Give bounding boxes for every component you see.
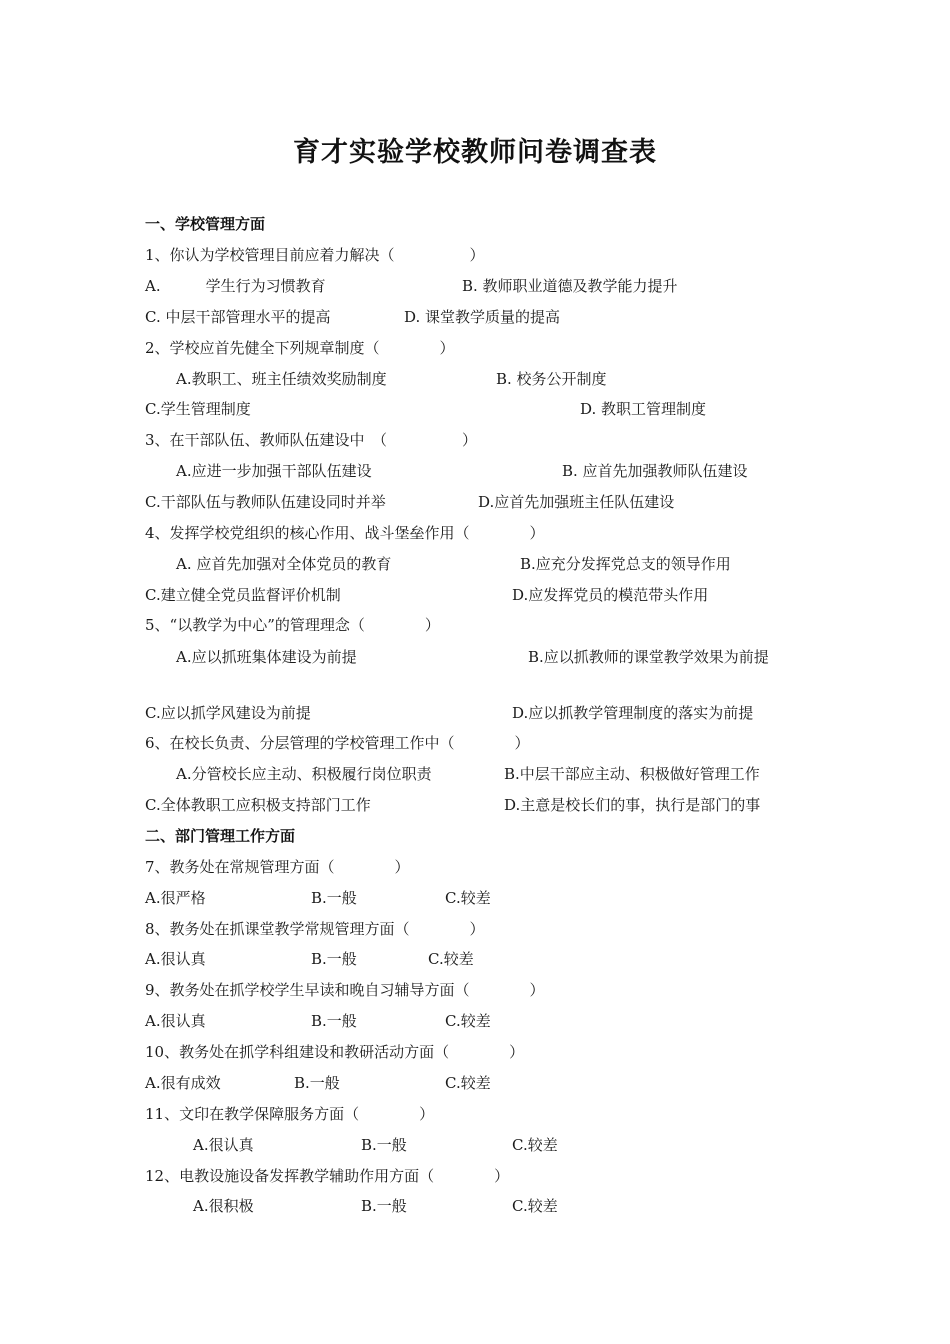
q1-option-d: D. 课堂教学质量的提高 xyxy=(404,308,561,326)
q12-option-a: A.很积极 xyxy=(193,1197,254,1215)
question-4: 4、发挥学校党组织的核心作用、战斗堡垒作用（ ） xyxy=(145,524,545,542)
question-10: 10、教务处在抓学科组建设和教研活动方面（ ） xyxy=(145,1043,525,1061)
q3-option-c: C.干部队伍与教师队伍建设同时并举 xyxy=(145,493,386,511)
q7-option-c: C.较差 xyxy=(445,889,491,907)
q8-option-c: C.较差 xyxy=(428,950,474,968)
q12-option-c: C.较差 xyxy=(512,1197,558,1215)
q8-option-b: B.一般 xyxy=(311,950,357,968)
question-7: 7、教务处在常规管理方面（ ） xyxy=(145,858,410,876)
q4-option-b: B.应充分发挥党总支的领导作用 xyxy=(520,555,731,573)
q1-option-c: C. 中层干部管理水平的提高 xyxy=(145,308,331,326)
q9-option-c: C.较差 xyxy=(445,1012,491,1030)
q6-option-a: A.分管校长应主动、积极履行岗位职责 xyxy=(176,765,432,783)
q9-option-b: B.一般 xyxy=(311,1012,357,1030)
question-9: 9、教务处在抓学校学生早读和晚自习辅导方面（ ） xyxy=(145,981,545,999)
q4-option-c: C.建立健全党员监督评价机制 xyxy=(145,586,341,604)
q3-option-b: B. 应首先加强教师队伍建设 xyxy=(562,462,748,480)
q5-option-a: A.应以抓班集体建设为前提 xyxy=(176,648,357,666)
section-heading-department-management: 二、部门管理工作方面 xyxy=(145,827,296,845)
q6-option-c: C.全体教职工应积极支持部门工作 xyxy=(145,796,371,814)
question-12: 12、电教设施设备发挥教学辅助作用方面（ ） xyxy=(145,1167,510,1185)
document-title: 育才实验学校教师问卷调查表 xyxy=(293,137,657,168)
question-1: 1、你认为学校管理目前应着力解决（ ） xyxy=(145,246,485,264)
q1-option-b: B. 教师职业道德及教学能力提升 xyxy=(462,277,678,295)
question-5: 5、“以教学为中心”的管理理念（ ） xyxy=(145,616,440,634)
q8-option-a: A.很认真 xyxy=(145,950,206,968)
q1-option-a: A. 学生行为习惯教育 xyxy=(145,277,326,295)
question-11: 11、文印在教学保障服务方面（ ） xyxy=(145,1105,435,1123)
q12-option-b: B.一般 xyxy=(361,1197,407,1215)
section-heading-school-management: 一、学校管理方面 xyxy=(145,215,266,233)
q9-option-a: A.很认真 xyxy=(145,1012,206,1030)
q7-option-a: A.很严格 xyxy=(145,889,206,907)
q5-option-d: D.应以抓教学管理制度的落实为前提 xyxy=(512,704,754,722)
q2-option-c: C.学生管理制度 xyxy=(145,400,251,418)
q5-option-c: C.应以抓学风建设为前提 xyxy=(145,704,311,722)
q10-option-a: A.很有成效 xyxy=(145,1074,221,1092)
q7-option-b: B.一般 xyxy=(311,889,357,907)
q11-option-b: B.一般 xyxy=(361,1136,407,1154)
q11-option-a: A.很认真 xyxy=(193,1136,254,1154)
q11-option-c: C.较差 xyxy=(512,1136,558,1154)
q3-option-a: A.应进一步加强干部队伍建设 xyxy=(176,462,372,480)
question-6: 6、在校长负责、分层管理的学校管理工作中（ ） xyxy=(145,734,530,752)
q4-option-a: A. 应首先加强对全体党员的教育 xyxy=(176,555,392,573)
q3-option-d: D.应首先加强班主任队伍建设 xyxy=(478,493,675,511)
q10-option-b: B.一般 xyxy=(294,1074,340,1092)
q6-option-b: B.中层干部应主动、积极做好管理工作 xyxy=(504,765,760,783)
q5-option-b: B.应以抓教师的课堂教学效果为前提 xyxy=(528,648,769,666)
question-3: 3、在干部队伍、教师队伍建设中 （ ） xyxy=(145,431,478,449)
question-2: 2、学校应首先健全下列规章制度（ ） xyxy=(145,339,455,357)
q4-option-d: D.应发挥党员的模范带头作用 xyxy=(512,586,709,604)
question-8: 8、教务处在抓课堂教学常规管理方面（ ） xyxy=(145,920,485,938)
q10-option-c: C.较差 xyxy=(445,1074,491,1092)
q2-option-b: B. 校务公开制度 xyxy=(496,370,607,388)
q2-option-a: A.教职工、班主任绩效奖励制度 xyxy=(176,370,387,388)
q2-option-d: D. 教职工管理制度 xyxy=(580,400,707,418)
q6-option-d: D.主意是校长们的事，执行是部门的事 xyxy=(504,796,761,814)
